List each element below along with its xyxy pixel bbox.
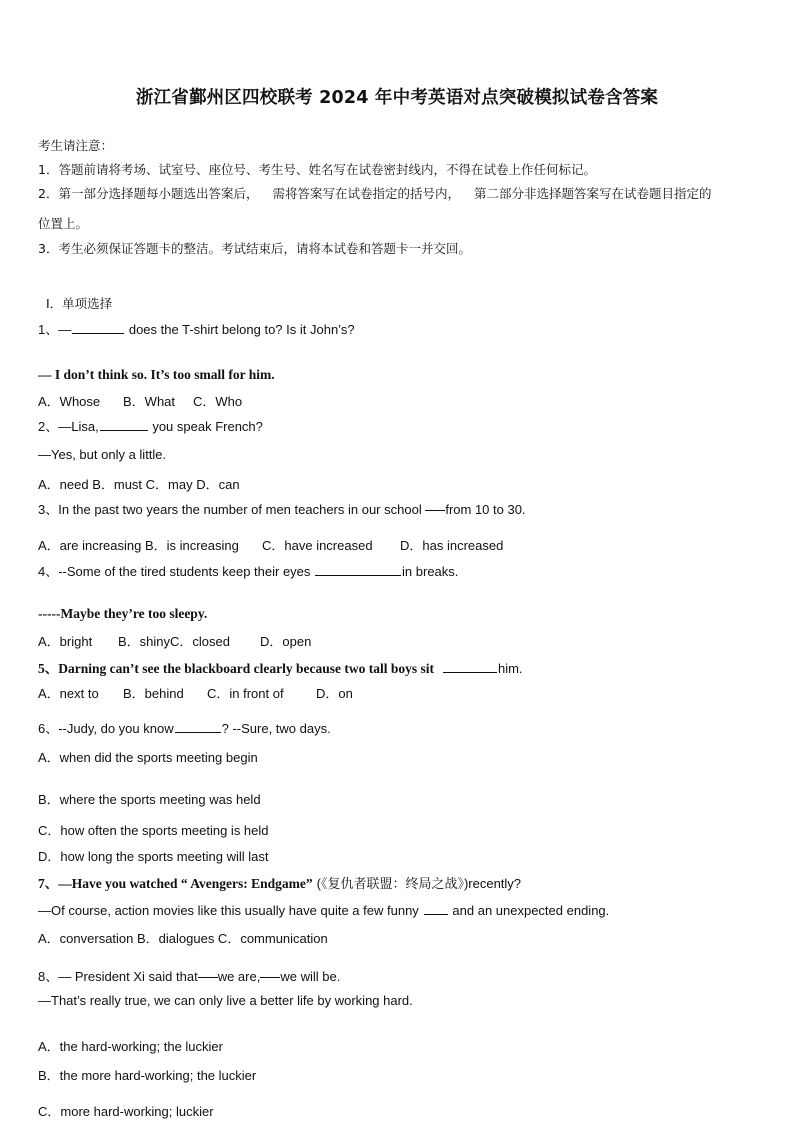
q4-stem bbox=[38, 561, 458, 580]
q3-stem bbox=[38, 499, 526, 518]
q3-stem-text: 3、In the past two years the number of men teachers in our school bbox=[38, 502, 426, 517]
q2-options: A．need B．must C．may D．can bbox=[38, 477, 240, 492]
q6-option-c: C．how often the sports meeting is held bbox=[38, 823, 269, 838]
q6-stem-end: ? --Sure, two days. bbox=[221, 721, 331, 736]
q2-reply: —Yes, but only a little. bbox=[38, 447, 167, 462]
notice-heading: 考生请注意： bbox=[38, 138, 114, 153]
q5-option-b: B．behind bbox=[123, 686, 184, 701]
q8-reply: —That’s really true, we can only live a better life by working hard. bbox=[38, 993, 413, 1008]
q4-option-a: A．bright bbox=[38, 634, 93, 649]
q6-option-d: D．how long the sports meeting will last bbox=[38, 849, 269, 864]
q6-stem bbox=[38, 718, 331, 737]
notice-item-2-cont: 位置上。 bbox=[38, 216, 89, 231]
q4-stem-end: in breaks. bbox=[402, 564, 459, 579]
q7-stem-text: 7、—Have you watched “ Avengers: Endgame” bbox=[38, 876, 313, 891]
q2-number: 2、—Lisa, bbox=[38, 419, 99, 434]
q5-stem-text: 5、Darning can’t see the blackboard clearly because two tall boys sit bbox=[38, 661, 434, 676]
q5-blank bbox=[443, 671, 497, 673]
q8-option-b: B．the more hard-working; the luckier bbox=[38, 1068, 257, 1083]
q4-stem-text: 4、--Some of the tired students keep their eyes bbox=[38, 564, 315, 579]
q7-blank bbox=[424, 913, 448, 915]
q3-option-ab: A．are increasing B．is increasing bbox=[38, 538, 239, 553]
q3-option-d: D．has increased bbox=[400, 538, 504, 553]
q1-stem-text: does the T-shirt belong to? Is it John’s? bbox=[125, 322, 355, 337]
q1-option-b: B．What bbox=[123, 394, 176, 409]
q1-reply: — I don’t think so. It’s too small for him. bbox=[38, 367, 275, 382]
notice-item-2-part-c: 第二部分非选择题答案写在试卷题目指定的 bbox=[473, 186, 712, 201]
q4-option-d: D．open bbox=[260, 634, 312, 649]
q1-blank bbox=[72, 332, 124, 334]
q3-option-c: C．have increased bbox=[262, 538, 373, 553]
q7-options: A．conversation B．dialogues C．communication bbox=[38, 931, 328, 946]
q8-option-c: C．more hard-working; luckier bbox=[38, 1104, 214, 1119]
q7-reply bbox=[38, 903, 609, 918]
q4-reply: -----Maybe they’re too sleepy. bbox=[38, 606, 208, 621]
q8-stem-mid: we are, bbox=[217, 969, 261, 984]
q2-stem bbox=[38, 416, 263, 435]
notice-item-2 bbox=[38, 184, 712, 202]
q5-stem bbox=[38, 657, 523, 677]
q2-stem-text: you speak French? bbox=[148, 419, 263, 434]
q4-option-bc: B．shinyC．closed bbox=[118, 634, 230, 649]
q6-blank bbox=[175, 731, 221, 733]
q8-blank-2 bbox=[260, 977, 280, 978]
q8-blank-1 bbox=[198, 977, 218, 978]
q7-stem-end: (《复仇者联盟：终局之战》)recently? bbox=[316, 876, 522, 891]
q5-option-c: C．in front of bbox=[207, 686, 284, 701]
q1-option-c: C．Who bbox=[193, 394, 243, 409]
q4-blank bbox=[315, 574, 401, 576]
notice-item-1: 1．答题前请将考场、试室号、座位号、考生号、姓名写在试卷密封线内，不得在试卷上作任何标记。 bbox=[38, 162, 596, 177]
q6-option-a: A．when did the sports meeting begin bbox=[38, 750, 258, 765]
q5-option-d: D．on bbox=[316, 686, 353, 701]
notice-item-2-part-a: 2．第一部分选择题每小题选出答案后， bbox=[38, 186, 259, 201]
notice-item-3: 3．考生必须保证答题卡的整洁。考试结束后，请将本试卷和答题卡一并交回。 bbox=[38, 241, 471, 256]
q5-option-a: A．next to bbox=[38, 686, 99, 701]
q8-stem-text: 8、— President Xi said that bbox=[38, 969, 198, 984]
q1-stem bbox=[38, 319, 355, 338]
q7-reply-end: and an unexpected ending. bbox=[448, 903, 610, 918]
q1-option-a: A．Whose bbox=[38, 394, 101, 409]
q2-blank bbox=[100, 429, 148, 431]
q3-stem-end: from 10 to 30. bbox=[445, 502, 526, 517]
notice-item-2-part-b: 需将答案写在试卷指定的括号内， bbox=[272, 186, 460, 201]
q8-stem-end: we will be. bbox=[280, 969, 341, 984]
q8-option-a: A．the hard-working; the luckier bbox=[38, 1039, 223, 1054]
q3-blank bbox=[425, 510, 445, 511]
q7-stem bbox=[38, 872, 521, 892]
q6-option-b: B．where the sports meeting was held bbox=[38, 792, 261, 807]
section-heading: Ⅰ．单项选择 bbox=[46, 296, 113, 311]
q8-stem bbox=[38, 966, 340, 985]
q6-stem-text: 6、--Judy, do you know bbox=[38, 721, 174, 736]
page-title: 浙江省鄞州区四校联考 2024 年中考英语对点突破模拟试卷含答案 bbox=[135, 88, 659, 108]
q1-number: 1、— bbox=[38, 322, 72, 337]
q7-reply-text: —Of course, action movies like this usually have quite a few funny bbox=[38, 903, 419, 918]
q5-stem-end: him. bbox=[497, 661, 523, 676]
